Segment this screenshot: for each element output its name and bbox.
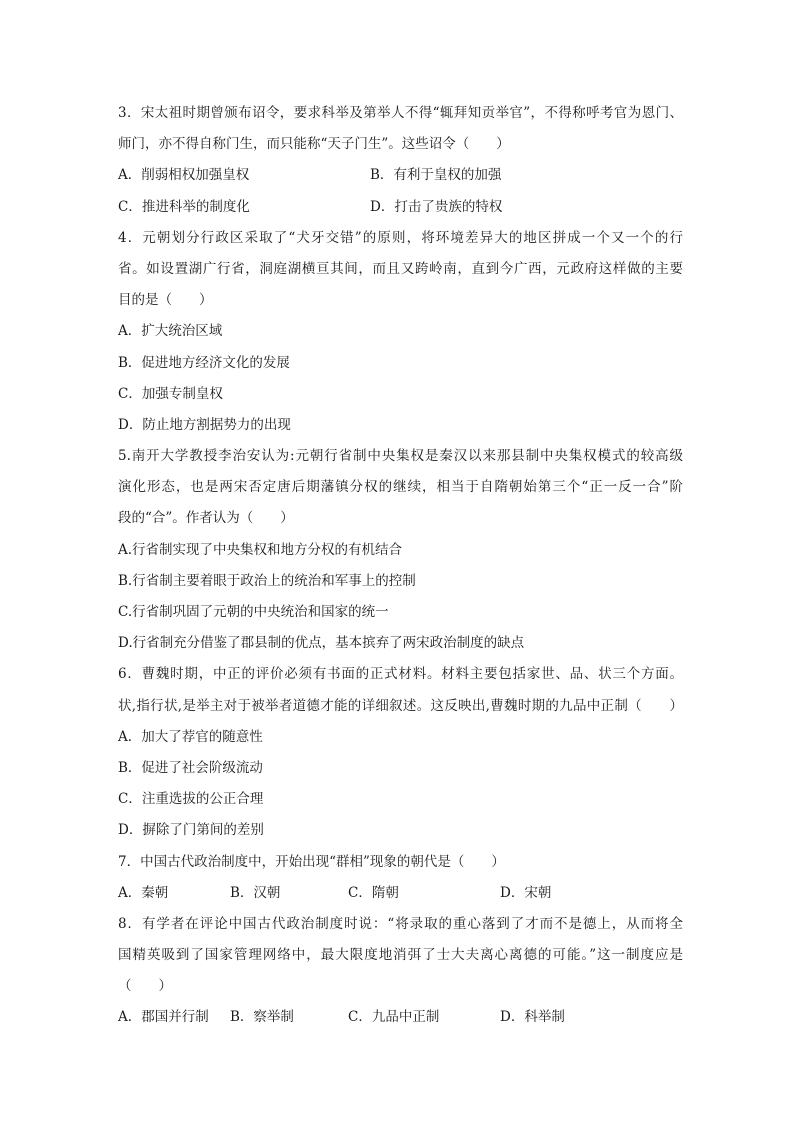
question-3-option-a: A．削弱相权加强皇权 [118,167,250,184]
question-3-option-c: C．推进科举的制度化 [118,198,250,215]
question-3-option-b: B．有利于皇权的加强 [370,167,502,184]
question-5-line-2: 演化形态，也是两宋否定唐后期藩镇分权的继续，相当于自隋朝始第三个“正一反一合”阶 [118,479,683,496]
question-8-line-1: 8．有学者在评论中国古代政治制度时说：“将录取的重心落到了才而不是德上，从而将全 [118,915,683,932]
question-5-line-3: 段的“合”。作者认为（ ） [118,510,294,527]
question-8-option-a: A．郡国并行制 [118,1009,209,1026]
question-5-line-1: 5.南开大学教授李治安认为:元朝行省制中央集权是秦汉以来那县制中央集权模式的较高级 [118,448,683,465]
question-3-options-row-2 [118,192,683,223]
question-7-option-c: C．隋朝 [348,884,399,901]
question-3-line-1: 3．宋太祖时期曾颁布诏令，要求科举及第举人不得“辄拜知贡举官”，不得称呼考官为恩门、 [118,105,683,121]
question-8-options-row [118,1002,683,1033]
question-5-option-c: C.行省制巩固了元朝的中央统治和国家的统一 [118,604,389,620]
question-6-line-1: 6．曹魏时期，中正的评价必须有书面的正式材料。材料主要包括家世、品、状三个方面。 [118,666,683,683]
question-8-line-2: 国精英吸到了国家管理网络中，最大限度地消弭了士大夫离心离德的可能。”这一制度应是 [118,947,683,964]
question-3-options-row-1 [118,160,683,191]
question-8-option-d: D．科举制 [500,1009,565,1026]
question-6-option-d: D．摒除了门第间的差别 [118,822,264,839]
question-8-line-3: （ ） [118,978,172,995]
question-8-option-c: C．九品中正制 [348,1009,440,1026]
question-4-option-d: D．防止地方割据势力的出现 [118,416,291,433]
question-4-line-2: 省。如设置湖广行省，洞庭湖横亘其间，而且又跨岭南，直到今广西，元政府这样做的主要 [118,260,683,277]
question-4-option-a: A．扩大统治区域 [118,323,223,340]
question-4-option-b: B．促进地方经济文化的发展 [118,354,290,371]
question-5-option-b: B.行省制主要着眼于政治上的统治和军事上的控制 [118,572,416,589]
question-6-option-a: A．加大了荐官的随意性 [118,728,263,745]
question-4-line-3: 目的是（ ） [118,292,213,309]
question-4-line-1: 4．元朝划分行政区采取了“犬牙交错”的原则，将环境差异大的地区拼成一个又一个的行 [118,229,683,246]
question-7-options-row [118,878,683,909]
question-7-option-b: B．汉朝 [230,884,281,901]
question-7-option-d: D．宋朝 [500,884,552,901]
question-3-line-2: 师门，亦不得自称门生，而只能称“天子门生”。这些诏令（ ） [118,136,510,153]
question-6-line-2: 状,指行状,是举主对于被举者道德才能的详细叙述。这反映出,曹魏时期的九品中正制（ ） [118,697,683,714]
question-6-option-b: B．促进了社会阶级流动 [118,759,263,776]
question-8-option-b: B．察举制 [230,1009,294,1026]
question-4-option-c: C．加强专制皇权 [118,385,223,402]
question-list [118,98,683,1034]
question-6-option-c: C．注重选拔的公正合理 [118,791,264,808]
question-7-option-a: A．秦朝 [118,884,169,901]
question-5-option-a: A.行省制实现了中央集权和地方分权的有机结合 [118,541,403,558]
question-7-line-1: 7．中国古代政治制度中，开始出现“群相”现象的朝代是（ ） [118,853,505,870]
question-3-option-d: D．打击了贵族的特权 [370,198,503,215]
question-5-option-d: D.行省制充分借鉴了郡县制的优点，基本摈弃了两宋政治制度的缺点 [118,635,525,652]
